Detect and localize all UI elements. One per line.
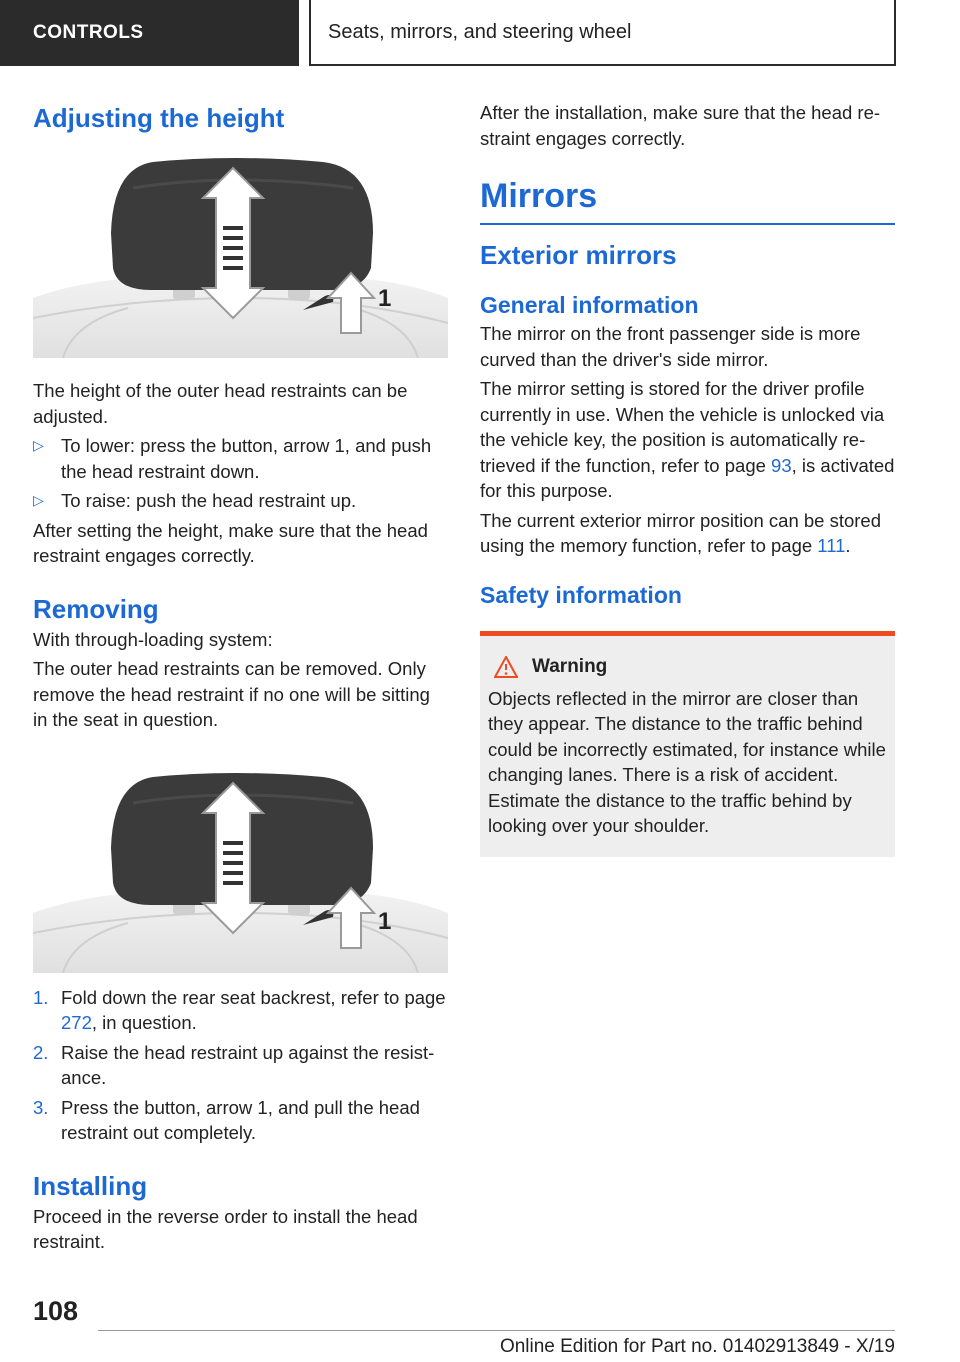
general-p1: The mirror on the front passenger side is more curved than the driver's side mirror. (480, 323, 861, 370)
head-restraint-removal-figure (33, 763, 448, 973)
list-item (33, 488, 448, 514)
step-number: 3. (33, 1096, 49, 1118)
heading-adjusting-height: Adjusting the height (33, 103, 285, 133)
general-p2: The mirror setting is stored for the driver profile currently in use. When the vehicle is unlocked via the vehicle key, the position is automatically retrieved if the function, refer to page 93, is activated for this purpose. (480, 378, 895, 501)
bullet-text: To raise: push the head restraint up. (61, 490, 357, 511)
page-link[interactable]: 93 (771, 454, 792, 476)
list-item (33, 433, 448, 484)
figure-callout-1: 1 (378, 285, 392, 312)
warning-triangle-icon (494, 656, 518, 678)
removing-p2: The outer head restraints can be removed. Only remove the head restraint if no one will be sitting in the seat in question. (33, 658, 430, 730)
chapter-title: Seats, mirrors, and steering wheel (328, 20, 632, 43)
removing-p1: With through-loading system: (33, 628, 273, 650)
page-number: 108 (33, 1296, 79, 1326)
height-after: After setting the height, make sure that the head restraint engages correctly. (33, 519, 428, 566)
heading-safety-information: Safety information (480, 581, 682, 608)
figure-callout-1: 1 (378, 908, 392, 935)
warning-box (480, 631, 895, 857)
heading-exterior-mirrors: Exterior mirrors (480, 240, 677, 270)
step-number: 1. (33, 986, 49, 1008)
step-number: 2. (33, 1041, 49, 1063)
warning-heading (494, 656, 887, 678)
chapter-tab (309, 0, 896, 66)
left-column (33, 100, 448, 1259)
list-item (33, 1040, 448, 1091)
height-intro: The height of the outer head restraints can be adjusted. (33, 380, 408, 427)
list-item (33, 1095, 448, 1146)
installing-text: Proceed in the reverse order to install the head restraint. (33, 1205, 418, 1252)
warning-title: Warning (532, 655, 608, 677)
page-link[interactable]: 111 (817, 535, 846, 556)
heading-mirrors: Mirrors (480, 177, 598, 215)
general-p3: The current exterior mirror position can be stored using the memory function, refer to page 111. (480, 509, 882, 556)
right-column (480, 100, 895, 857)
warning-text: Objects reflected in the mirror are closer than they appear. The distance to the traffic behind could be incorrectly estimated, for instance while changing lanes. There is a risk of accident. Estimate the distance to the traffic behind by looking over your shoulder. (488, 687, 886, 836)
step-text: Press the button, arrow 1, and pull the head restraint out completely. (61, 1096, 420, 1143)
step-text: Fold down the rear seat backrest, refer to page 272, in question. (61, 986, 446, 1033)
section-tab (0, 0, 299, 66)
step-text: Raise the head restraint up against the resistance. (61, 1041, 435, 1088)
bullet-text: To lower: press the button, arrow 1, and push the head restraint down. (61, 435, 432, 482)
heading-installing: Installing (33, 1170, 148, 1201)
triangle-bullet-icon: ▷ (33, 437, 44, 453)
heading-general-information: General information (480, 292, 699, 318)
list-item (33, 985, 448, 1036)
heading-rule (480, 223, 895, 225)
heading-removing: Removing (33, 593, 159, 624)
section-title: CONTROLS (33, 22, 144, 43)
footer-rule (98, 1330, 895, 1331)
removal-steps (33, 985, 448, 1146)
triangle-bullet-icon: ▷ (33, 492, 44, 508)
after-install-text: After the installation, make sure that the head restraint engages correctly. (480, 102, 881, 149)
edition-note: Online Edition for Part no. 01402913849 - X/19 (499, 1336, 895, 1357)
page-link[interactable]: 272 (61, 1012, 92, 1033)
head-restraint-height-figure (33, 148, 448, 358)
